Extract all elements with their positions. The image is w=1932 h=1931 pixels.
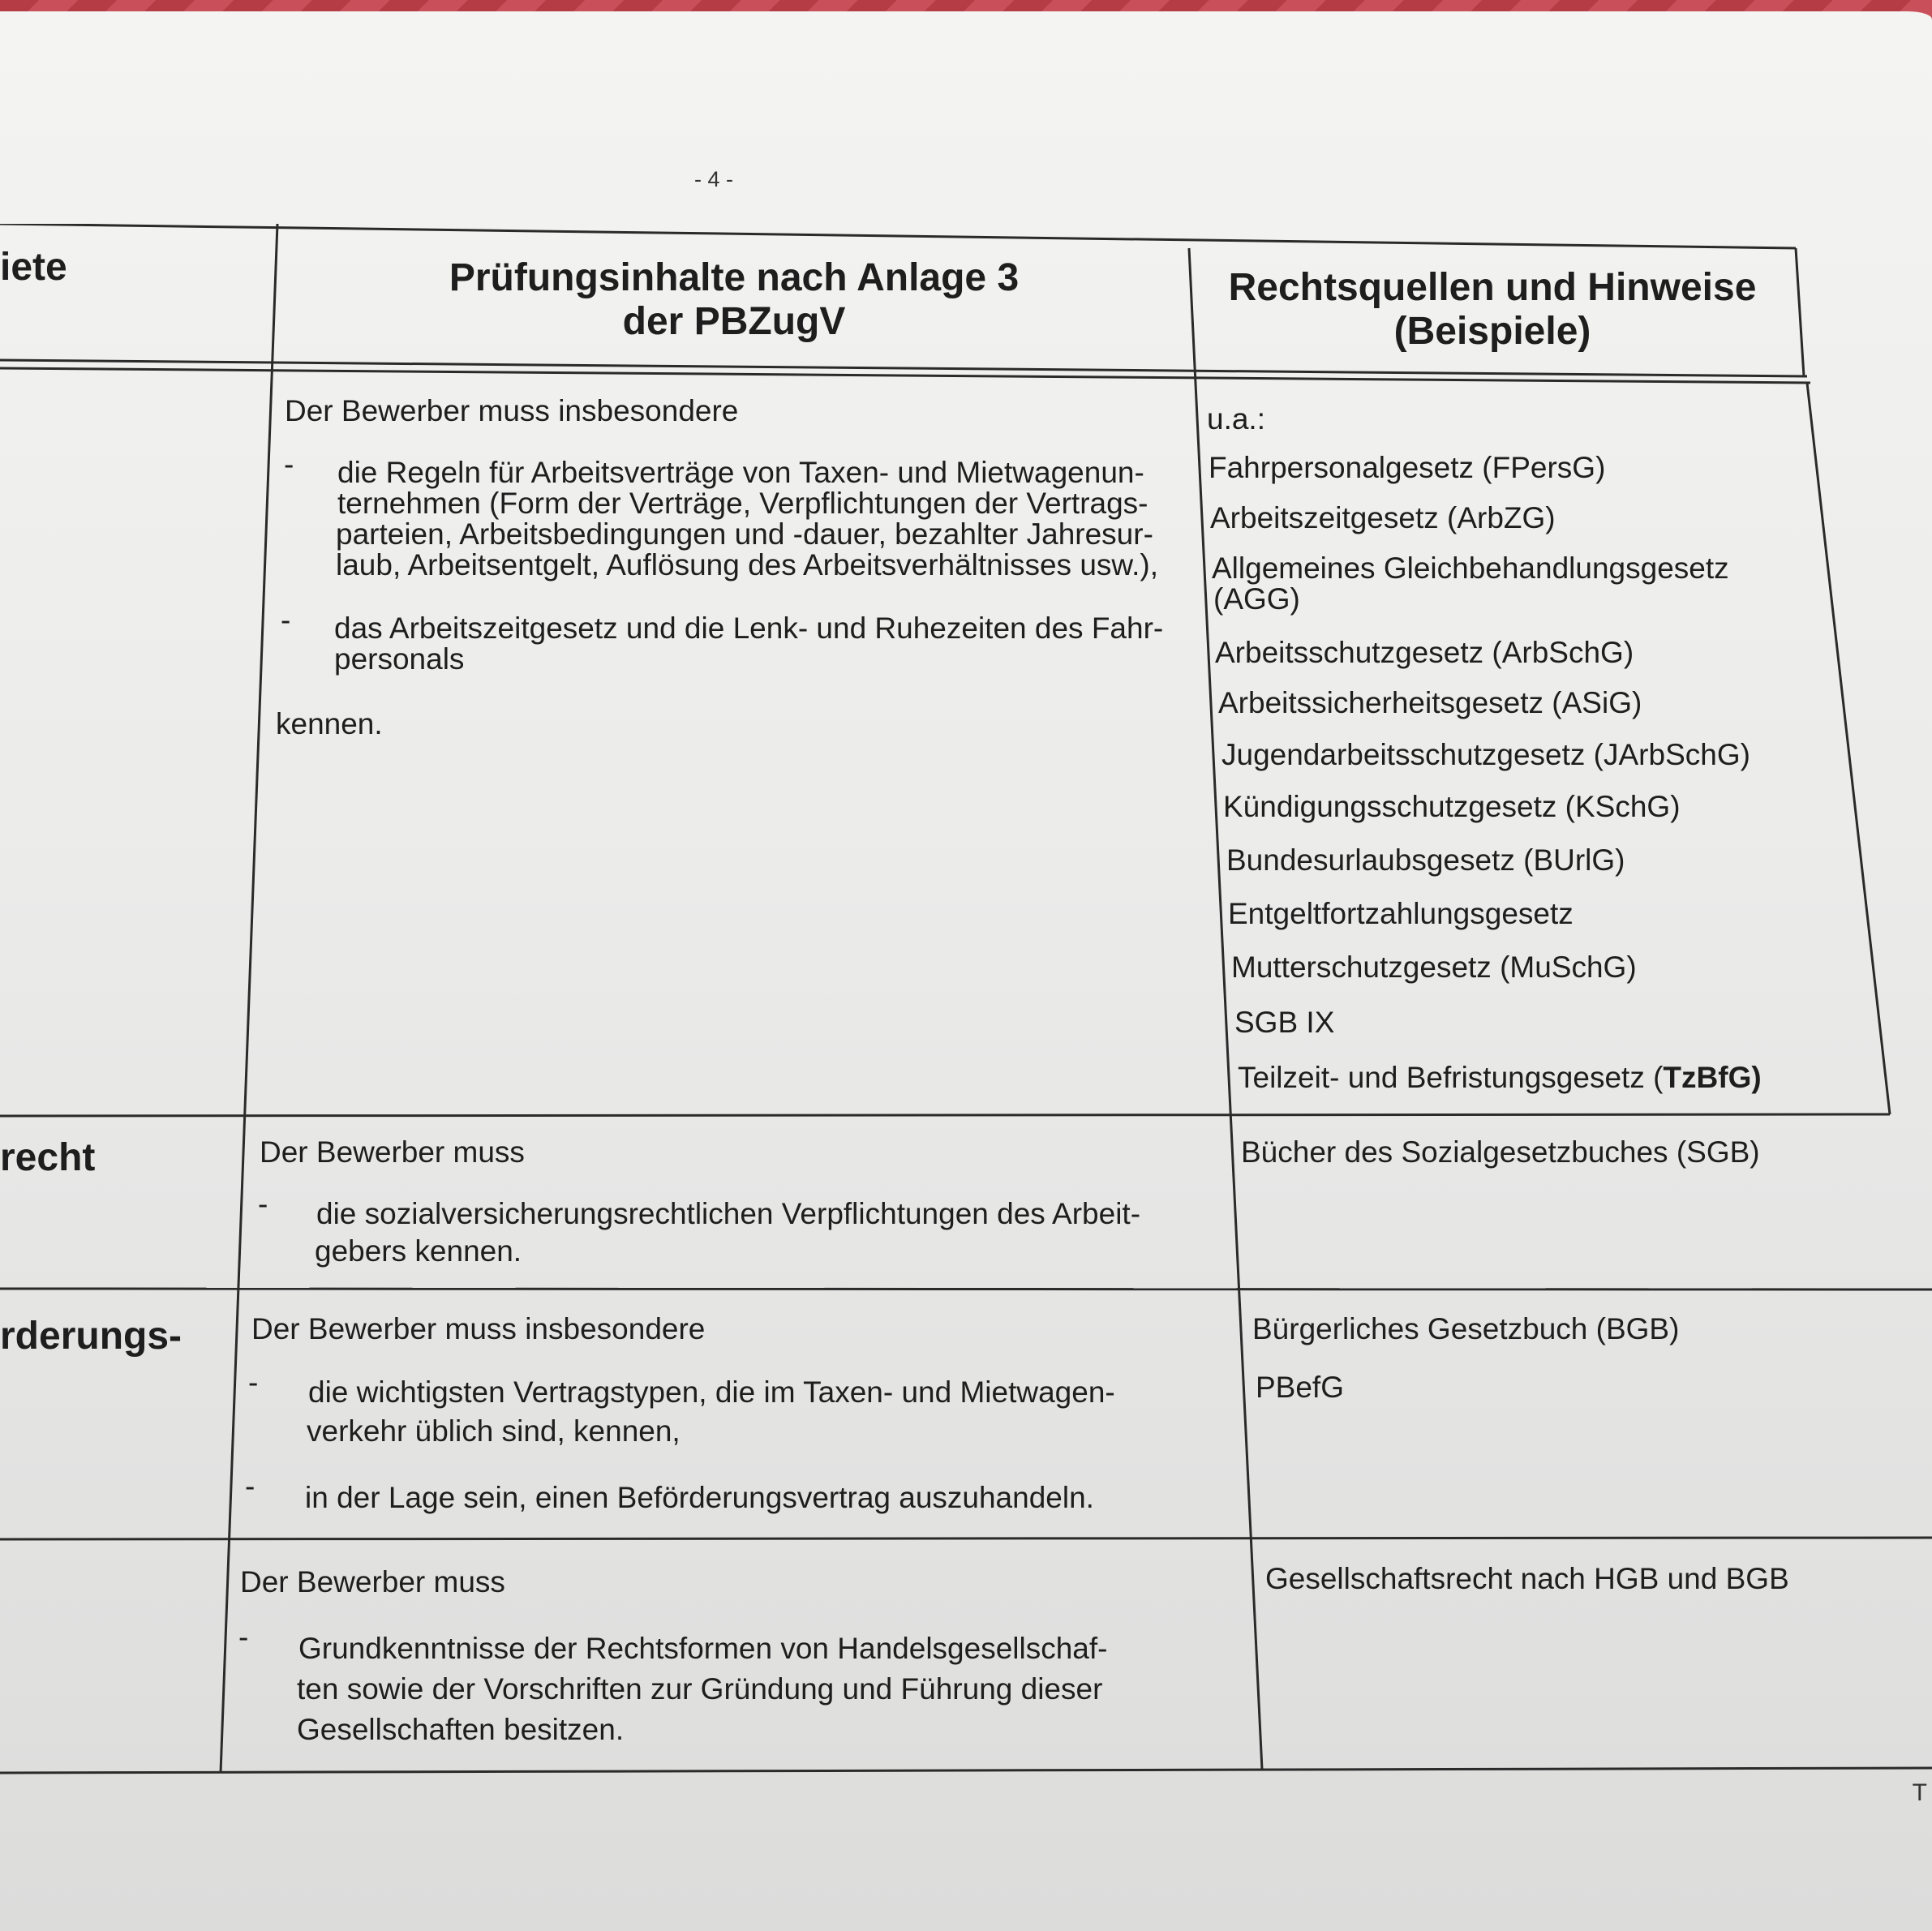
requirement-line: gebers kennen. bbox=[315, 1234, 522, 1268]
source-item: (AGG) bbox=[1213, 582, 1300, 616]
requirement-outro: kennen. bbox=[276, 707, 383, 740]
source-item: Bücher des Sozialgesetzbuches (SGB) bbox=[1241, 1135, 1760, 1169]
requirement-line: parteien, Arbeitsbedingungen und -dauer, bezahlter Jahresur- bbox=[336, 517, 1153, 551]
requirement-line: laub, Arbeitsentgelt, Auflösung des Arbeitsverhältnisses usw.), bbox=[336, 548, 1158, 581]
source-item: Mutterschutzgesetz (MuSchG) bbox=[1231, 950, 1637, 984]
source-item: Fahrpersonalgesetz (FPersG) bbox=[1209, 451, 1606, 484]
source-item: Allgemeines Gleichbehandlungsgesetz bbox=[1212, 551, 1729, 585]
column-1-fragment: rderungs- bbox=[0, 1315, 182, 1358]
requirement-intro: Der Bewerber muss bbox=[240, 1565, 505, 1598]
requirement-line: Gesellschaften besitzen. bbox=[297, 1713, 625, 1746]
source-item: SGB IX bbox=[1234, 1006, 1335, 1039]
document-page bbox=[0, 11, 1932, 1931]
list-dash: - bbox=[248, 1366, 259, 1399]
list-dash: - bbox=[245, 1470, 255, 1503]
source-prefix: u.a.: bbox=[1207, 402, 1265, 436]
requirement-line: die wichtigsten Vertragstypen, die im Taxen- und Mietwagen- bbox=[308, 1375, 1115, 1409]
list-dash: - bbox=[258, 1187, 268, 1221]
requirement-line: die Regeln für Arbeitsverträge von Taxen- und Mietwagenun- bbox=[337, 456, 1144, 489]
requirements-table bbox=[0, 224, 1932, 1789]
page-number: - 4 - bbox=[693, 167, 733, 191]
requirement-line: in der Lage sein, einen Beförderungsvertrag auszuhandeln. bbox=[305, 1481, 1094, 1514]
column-2-header: Prüfungsinhalte nach Anlage 3 der PBZugV bbox=[449, 256, 1020, 343]
source-item: Entgeltfortzahlungsgesetz bbox=[1228, 897, 1574, 930]
requirement-line: Grundkenntnisse der Rechtsformen von Handelsgesellschaf- bbox=[298, 1632, 1108, 1665]
column-1-header-fragment: iete bbox=[0, 246, 67, 289]
margin-mark: T bbox=[1912, 1779, 1927, 1806]
requirement-line: personals bbox=[334, 642, 465, 676]
requirement-line: das Arbeitszeitgesetz und die Lenk- und Ruhezeiten des Fahr- bbox=[334, 611, 1164, 645]
source-item: Kündigungsschutzgesetz (KSchG) bbox=[1223, 790, 1681, 823]
requirement-intro: Der Bewerber muss insbesondere bbox=[251, 1312, 706, 1345]
source-item: Bürgerliches Gesetzbuch (BGB) bbox=[1252, 1312, 1680, 1345]
list-dash: - bbox=[281, 603, 291, 637]
requirement-intro: Der Bewerber muss bbox=[260, 1135, 525, 1169]
source-item: Jugendarbeitsschutzgesetz (JArbSchG) bbox=[1221, 738, 1750, 771]
list-dash: - bbox=[238, 1620, 249, 1654]
requirement-line: die sozialversicherungsrechtlichen Verpflichtungen des Arbeit- bbox=[316, 1197, 1141, 1230]
list-dash: - bbox=[284, 448, 294, 481]
requirement-line: ternehmen (Form der Verträge, Verpflichtungen der Vertrags- bbox=[337, 487, 1148, 520]
source-item: Gesellschaftsrecht nach HGB und BGB bbox=[1265, 1562, 1789, 1595]
requirement-intro: Der Bewerber muss insbesondere bbox=[285, 394, 739, 427]
source-item: Arbeitssicherheitsgesetz (ASiG) bbox=[1218, 686, 1642, 719]
source-item-last: Teilzeit- und Befristungsgesetz (TzBfG) bbox=[1238, 1061, 1762, 1094]
column-3-header: Rechtsquellen und Hinweise (Beispiele) bbox=[1228, 266, 1757, 353]
column-1-fragment: recht bbox=[0, 1136, 96, 1179]
source-item: Arbeitszeitgesetz (ArbZG) bbox=[1210, 501, 1556, 534]
source-item: PBefG bbox=[1256, 1371, 1344, 1404]
requirement-line: verkehr üblich sind, kennen, bbox=[307, 1414, 680, 1448]
source-item: Bundesurlaubsgesetz (BUrlG) bbox=[1226, 843, 1625, 877]
requirement-line: ten sowie der Vorschriften zur Gründung und Führung dieser bbox=[297, 1672, 1103, 1706]
source-item: Arbeitsschutzgesetz (ArbSchG) bbox=[1215, 636, 1634, 669]
